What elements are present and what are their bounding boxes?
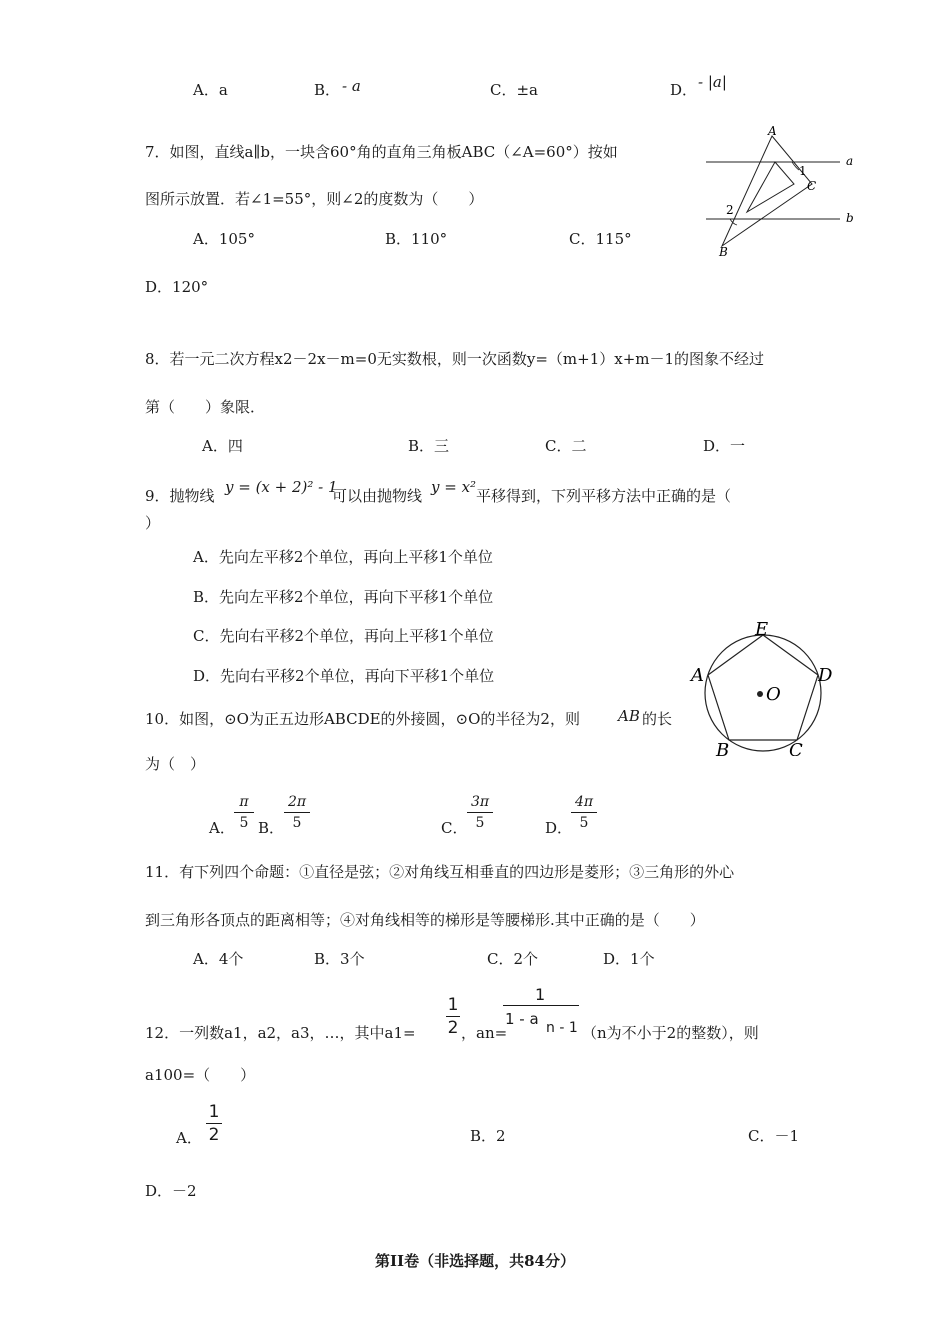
q11-line1: 11．有下列四个命题：①直径是弦；②对角线互相垂直的四边形是菱形；③三角形的外心 — [145, 863, 735, 881]
q12-an-den: 1 - a — [505, 1010, 539, 1028]
q10-figure — [688, 618, 838, 756]
q10-option-b-label: B． — [258, 819, 285, 837]
q10-option-a-label: A． — [209, 819, 235, 837]
triangle-outer — [722, 136, 812, 246]
q12-option-c: C．－1 — [748, 1127, 800, 1145]
q7-line2: 图所示放置．若∠1=55°，则∠2的度数为（ ） — [145, 190, 484, 208]
q8-option-a: A．四 — [202, 437, 243, 455]
q6-option-d-label: D． — [670, 81, 698, 99]
q9-expr1: y = (x + 2)² - 1 — [225, 478, 338, 496]
q10-option-b-frac — [284, 794, 310, 831]
q9-option-a: A．先向左平移2个单位，再向上平移1个单位 — [193, 548, 493, 566]
q12-an-num: 1 — [535, 985, 546, 1004]
q12-option-a-den: 2 — [208, 1125, 220, 1145]
q8-option-d: D．一 — [703, 437, 746, 455]
q7-option-a: A．105° — [193, 230, 255, 248]
q10-line2: 为（ ） — [145, 755, 206, 773]
q12-option-b: B．2 — [470, 1127, 506, 1145]
pentagon — [708, 635, 818, 740]
label-A: A — [768, 124, 777, 138]
q10-option-d-label: D． — [545, 819, 573, 837]
q7-option-b: B．110° — [385, 230, 448, 248]
q12-line1-c: （n为不小于2的整数），则 — [582, 1024, 759, 1042]
q12-line1-a: 12．一列数a1，a2，a3，…，其中a1= — [145, 1024, 416, 1042]
q9-expr2: y = x² — [431, 478, 477, 496]
q10-option-b-den: 5 — [292, 815, 302, 831]
q6-option-c: C．±a — [490, 81, 538, 99]
section-title: 第II卷（非选择题，共84分） — [375, 1252, 575, 1270]
label-1: 1 — [799, 164, 807, 178]
q6-option-b-label: B． — [314, 81, 341, 99]
label-O: O — [766, 684, 781, 705]
q7-option-c: C．115° — [569, 230, 632, 248]
q10-option-a-num: π — [239, 794, 249, 810]
circumcircle — [705, 635, 821, 751]
q11-option-d: D．1个 — [603, 950, 655, 968]
q10-option-a-frac — [234, 794, 254, 831]
label-D: D — [818, 665, 833, 686]
q10-option-d-frac — [571, 794, 597, 831]
q9-option-b: B．先向左平移2个单位，再向下平移1个单位 — [193, 588, 494, 606]
label-A: A — [691, 665, 704, 686]
q11-option-b: B．3个 — [314, 950, 365, 968]
label-b: b — [846, 211, 854, 225]
label-C: C — [789, 740, 803, 756]
q10-option-d-den: 5 — [579, 815, 589, 831]
q10-arc: AB — [618, 707, 640, 725]
q8-option-b: B．三 — [408, 437, 450, 455]
q7-option-d: D．120° — [145, 278, 209, 296]
q10-option-a-den: 5 — [239, 815, 249, 831]
label-B: B — [719, 245, 728, 256]
q12-line2: a100=（ ） — [145, 1066, 256, 1084]
q10-option-b-num: 2π — [287, 794, 307, 810]
q10-option-d-num: 4π — [574, 794, 594, 810]
q6-option-d-math: - |a| — [698, 73, 727, 91]
q12-a1-frac — [446, 996, 460, 1037]
q10-option-c-den: 5 — [475, 815, 485, 831]
q8-option-c: C．二 — [545, 437, 587, 455]
q12-option-a-label: A． — [176, 1129, 202, 1147]
center-dot — [757, 691, 763, 697]
q9-suffix: 平移得到，下列平移方法中正确的是（ — [476, 487, 732, 505]
q12-option-d: D．－2 — [145, 1182, 197, 1200]
label-2: 2 — [726, 203, 734, 217]
q12-an-fraction-bar — [503, 1005, 579, 1006]
q12-a1-num: 1 — [447, 995, 459, 1015]
q11-line2: 到三角形各顶点的距离相等；④对角线相等的梯形是等腰梯形.其中正确的是（ ） — [145, 911, 705, 929]
q12-option-a-num: 1 — [208, 1102, 220, 1122]
q10-line1-suffix: 的长 — [642, 710, 673, 728]
q11-option-a: A．4个 — [193, 950, 244, 968]
q8-line2: 第（ ）象限． — [145, 398, 266, 416]
label-a: a — [846, 154, 854, 168]
q9-prefix: 9．抛物线 — [145, 487, 215, 505]
q11-option-c: C．2个 — [487, 950, 539, 968]
q12-option-a-frac — [206, 1103, 222, 1144]
q10-option-c-frac — [467, 794, 493, 831]
q9-option-c: C．先向右平移2个单位，再向上平移1个单位 — [193, 627, 494, 645]
q12-an-sub: n - 1 — [546, 1020, 578, 1036]
q12-line1-b: ，an= — [461, 1024, 508, 1042]
q10-line1-prefix: 10．如图，⊙O为正五边形ABCDE的外接圆，⊙O的半径为2，则 — [145, 710, 580, 728]
q7-figure — [700, 124, 865, 256]
label-B: B — [716, 740, 730, 756]
q10-option-c-label: C． — [441, 819, 468, 837]
q12-a1-den: 2 — [447, 1018, 459, 1038]
q9-middle: 可以由抛物线 — [332, 487, 423, 505]
q7-line1: 7．如图，直线a∥b，一块含60°角的直角三角板ABC（∠A=60°）按如 — [145, 143, 618, 161]
q9-line2: ） — [145, 514, 161, 532]
label-E: E — [755, 619, 769, 640]
label-C: C — [807, 179, 817, 193]
q8-line1: 8．若一元二次方程x2－2x－m=0无实数根，则一次函数y=（m+1）x+m－1的图象不经过 — [145, 350, 765, 368]
q6-option-a: A．a — [193, 81, 228, 99]
q6-option-b-math: - a — [342, 77, 361, 95]
q10-option-c-num: 3π — [470, 794, 490, 810]
triangle-inner — [747, 162, 794, 212]
q9-option-d: D．先向右平移2个单位，再向下平移1个单位 — [193, 667, 495, 685]
